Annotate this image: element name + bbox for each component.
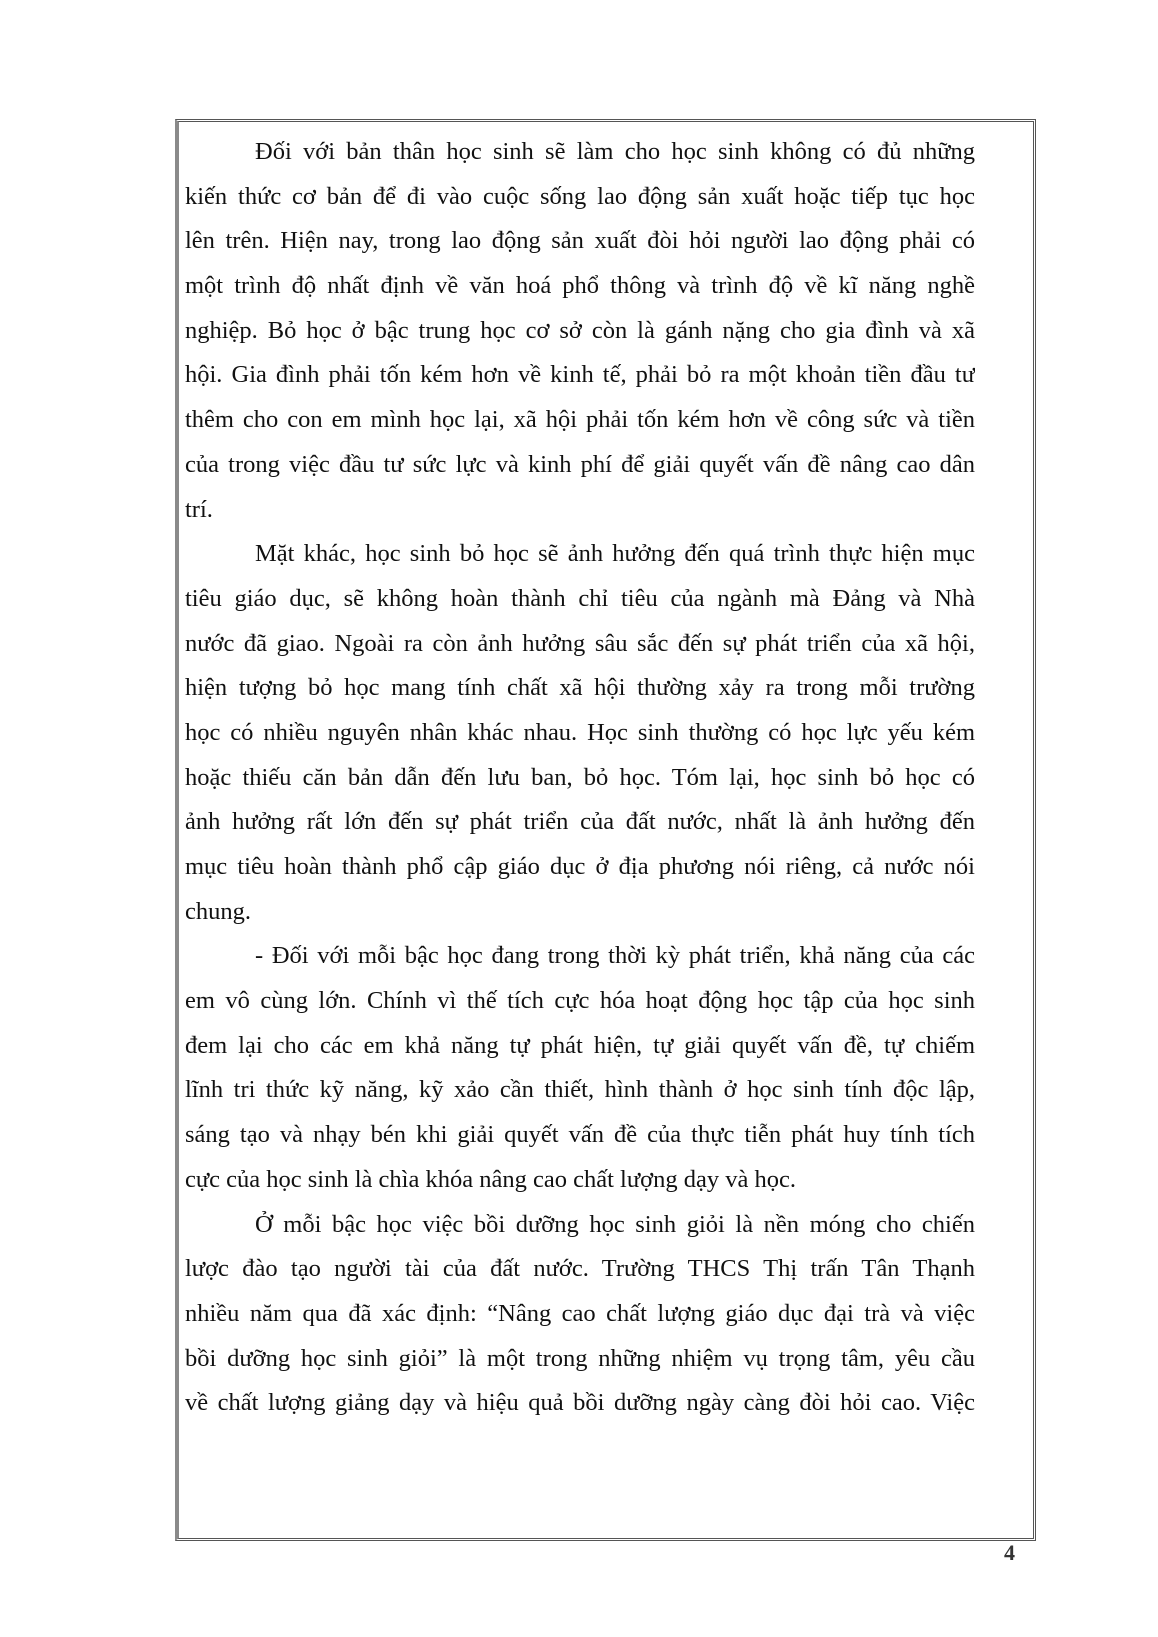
text-line: về chất lượng giảng dạy và hiệu quả bồi dưỡng ngày càng đòi hỏi cao. Việc <box>185 1389 975 1417</box>
paragraph-3 <box>185 934 975 1202</box>
text-line: hoặc thiếu căn bản dẫn đến lưu ban, bỏ học. Tóm lại, học sinh bỏ học có <box>185 763 975 791</box>
text-line: chung. <box>185 897 251 925</box>
paragraph-1 <box>185 130 975 532</box>
text-line: lược đào tạo người tài của đất nước. Trường THCS Thị trấn Tân Thạnh <box>185 1255 975 1283</box>
text-line: của trong việc đầu tư sức lực và kinh phí để giải quyết vấn đề nâng cao dân <box>185 450 975 478</box>
paragraph-4 <box>185 1203 975 1426</box>
text-line: - Đối với mỗi bậc học đang trong thời kỳ phát triển, khả năng của các <box>255 942 975 970</box>
text-line: thêm cho con em mình học lại, xã hội phải tốn kém hơn về công sức và tiền <box>185 406 975 434</box>
text-line: hội. Gia đình phải tốn kém hơn về kinh tế, phải bỏ ra một khoản tiền đầu tư <box>185 361 975 389</box>
text-line: mục tiêu hoàn thành phổ cập giáo dục ở địa phương nói riêng, cả nước nói <box>185 853 975 880</box>
text-line: nhiều năm qua đã xác định: “Nâng cao chất lượng giáo dục đại trà và việc <box>185 1299 975 1327</box>
text-line: Ở mỗi bậc học việc bồi dưỡng học sinh giỏi là nền móng cho chiến <box>255 1210 975 1238</box>
text-line: học có nhiều nguyên nhân khác nhau. Học sinh thường có học lực yếu kém <box>185 718 975 746</box>
text-line: em vô cùng lớn. Chính vì thế tích cực hóa hoạt động học tập của học sinh <box>185 987 975 1015</box>
text-line: trí. <box>185 495 213 523</box>
text-line: sáng tạo và nhạy bén khi giải quyết vấn đề của thực tiễn phát huy tính tích <box>185 1121 975 1149</box>
document-body <box>185 130 975 1426</box>
text-line: hiện tượng bỏ học mang tính chất xã hội thường xảy ra trong mỗi trường <box>185 674 975 702</box>
text-line: Đối với bản thân học sinh sẽ làm cho học sinh không có đủ những <box>255 138 975 165</box>
text-line: kiến thức cơ bản để đi vào cuộc sống lao động sản xuất hoặc tiếp tục học <box>185 182 975 210</box>
text-line: lĩnh tri thức kỹ năng, kỹ xảo cần thiết, hình thành ở học sinh tính độc lập, <box>185 1076 975 1104</box>
text-line: tiêu giáo dục, sẽ không hoàn thành chỉ tiêu của ngành mà Đảng và Nhà <box>185 584 975 612</box>
text-line: một trình độ nhất định về văn hoá phổ thông và trình độ về kĩ năng nghề <box>185 272 975 300</box>
text-line: ảnh hưởng rất lớn đến sự phát triển của đất nước, nhất là ảnh hưởng đến <box>185 808 975 836</box>
text-line: bồi dưỡng học sinh giỏi” là một trong những nhiệm vụ trọng tâm, yêu cầu <box>185 1344 975 1372</box>
paragraph-2 <box>185 532 975 934</box>
text-line: Mặt khác, học sinh bỏ học sẽ ảnh hưởng đến quá trình thực hiện mục <box>255 540 975 568</box>
text-line: lên trên. Hiện nay, trong lao động sản xuất đòi hỏi người lao động phải có <box>185 227 975 255</box>
text-line: cực của học sinh là chìa khóa nâng cao chất lượng dạy và học. <box>185 1165 796 1193</box>
text-line: nghiệp. Bỏ học ở bậc trung học cơ sở còn là gánh nặng cho gia đình và xã <box>185 316 975 344</box>
text-line: đem lại cho các em khả năng tự phát hiện, tự giải quyết vấn đề, tự chiếm <box>185 1031 975 1059</box>
text-line: nước đã giao. Ngoài ra còn ảnh hưởng sâu sắc đến sự phát triển của xã hội, <box>185 629 975 657</box>
page-number: 4 <box>1004 1540 1015 1565</box>
